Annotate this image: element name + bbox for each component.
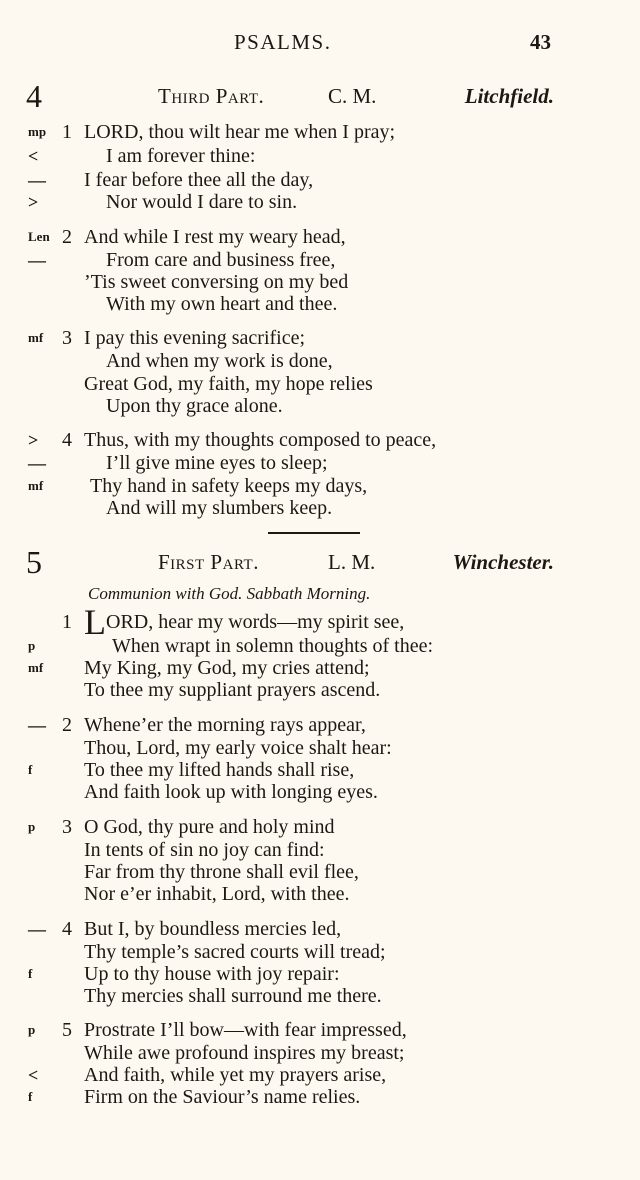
line-text: I am forever thine: bbox=[106, 145, 256, 167]
verse-line bbox=[0, 168, 640, 192]
line-text: ’Tis sweet conversing on my bed bbox=[84, 271, 349, 293]
verse-line bbox=[0, 496, 640, 520]
meter-label: L. M. bbox=[328, 550, 376, 574]
verse-line bbox=[0, 758, 640, 782]
verse-line bbox=[0, 678, 640, 702]
verse-number: 4 bbox=[62, 429, 72, 451]
line-text: Thus, with my thoughts composed to peace, bbox=[84, 429, 437, 451]
verse-number: 3 bbox=[62, 327, 72, 349]
line-text: Nor e’er inhabit, Lord, with thee. bbox=[84, 883, 350, 905]
dynamic-mark: — bbox=[28, 919, 46, 939]
verse-line bbox=[0, 225, 640, 249]
line-text: My King, my God, my cries attend; bbox=[84, 657, 370, 679]
dynamic-mark: — bbox=[28, 453, 46, 473]
dynamic-mark: f bbox=[28, 966, 33, 981]
dynamic-mark: p bbox=[28, 819, 36, 834]
verse-line bbox=[0, 736, 640, 760]
verse-number: 1 bbox=[62, 121, 72, 143]
verse-line bbox=[0, 270, 640, 294]
dynamic-mark: mf bbox=[28, 330, 44, 345]
verse-line bbox=[0, 815, 640, 839]
line-text: Upon thy grace alone. bbox=[106, 395, 283, 417]
line-text: From care and business free, bbox=[106, 249, 336, 271]
dynamic-mark: — bbox=[28, 715, 46, 735]
dynamic-mark: < bbox=[28, 146, 39, 166]
line-text: Thou, Lord, my early voice shalt hear: bbox=[84, 737, 392, 759]
line-text: When wrapt in solemn thoughts of thee: bbox=[112, 635, 434, 657]
verse-line bbox=[0, 940, 640, 964]
line-text: And faith look up with longing eyes. bbox=[84, 781, 378, 803]
verse-line bbox=[0, 860, 640, 884]
line-text: Prostrate I’ll bow—with fear impressed, bbox=[84, 1019, 407, 1041]
verse-line bbox=[0, 349, 640, 373]
verse-line bbox=[0, 190, 640, 214]
line-text: While awe profound inspires my breast; bbox=[84, 1042, 405, 1064]
verse-line bbox=[0, 248, 640, 272]
line-text: Thy temple’s sacred courts will tread; bbox=[84, 941, 386, 963]
dynamic-mark: mf bbox=[28, 478, 44, 493]
verse-line bbox=[0, 1018, 640, 1042]
line-text: But I, by boundless mercies led, bbox=[84, 918, 342, 940]
verse-number: 2 bbox=[62, 226, 72, 248]
line-text: And will my slumbers keep. bbox=[106, 497, 333, 519]
line-text: LORD, hear my words—my spirit see, bbox=[84, 602, 405, 642]
verse-line bbox=[0, 451, 640, 475]
line-text: To thee my lifted hands shall rise, bbox=[84, 759, 355, 781]
dynamic-mark: p bbox=[28, 1022, 36, 1037]
line-text: Far from thy throne shall evil flee, bbox=[84, 861, 359, 883]
dynamic-mark: Len bbox=[28, 229, 50, 244]
verse-line bbox=[0, 780, 640, 804]
line-text: O God, thy pure and holy mind bbox=[84, 816, 335, 838]
tune-name: Winchester. bbox=[452, 550, 554, 574]
verse-line bbox=[0, 1085, 640, 1109]
page-number: 43 bbox=[530, 30, 551, 54]
line-text: Nor would I dare to sin. bbox=[106, 191, 298, 213]
meter-label: C. M. bbox=[328, 84, 377, 108]
dynamic-mark: > bbox=[28, 430, 39, 450]
line-text: And when my work is done, bbox=[106, 350, 333, 372]
verse-line bbox=[0, 1041, 640, 1065]
verse-number: 3 bbox=[62, 816, 72, 838]
verse-line bbox=[0, 602, 640, 642]
line-text: To thee my suppliant prayers ascend. bbox=[84, 679, 381, 701]
running-title: PSALMS. bbox=[234, 30, 332, 54]
line-text: Whene’er the morning rays appear, bbox=[84, 714, 366, 736]
verse-line bbox=[0, 144, 640, 168]
line-text: And faith, while yet my prayers arise, bbox=[84, 1064, 387, 1086]
section-divider bbox=[268, 532, 360, 534]
dynamic-mark: — bbox=[28, 170, 46, 190]
dynamic-mark: mp bbox=[28, 124, 47, 139]
verse-number: 1 bbox=[62, 611, 72, 633]
verse-line bbox=[0, 882, 640, 906]
dynamic-mark: > bbox=[28, 192, 39, 212]
dynamic-mark: f bbox=[28, 762, 33, 777]
tune-name: Litchfield. bbox=[464, 84, 554, 108]
verse-line bbox=[0, 474, 640, 498]
verse-line bbox=[0, 838, 640, 862]
psalm-number: 4 bbox=[26, 78, 42, 114]
hymn-subtitle: Communion with God. Sabbath Morning. bbox=[88, 584, 371, 603]
verse-line bbox=[0, 962, 640, 986]
line-text: I’ll give mine eyes to sleep; bbox=[106, 452, 328, 474]
line-text: With my own heart and thee. bbox=[106, 293, 338, 315]
verse-line bbox=[0, 1063, 640, 1087]
part-label: Third Part. bbox=[158, 84, 265, 108]
dynamic-mark: — bbox=[28, 250, 46, 270]
verse-line bbox=[0, 372, 640, 396]
running-header bbox=[0, 30, 640, 62]
verse-line bbox=[0, 394, 640, 418]
line-text: I fear before thee all the day, bbox=[84, 169, 314, 191]
verse-line bbox=[0, 292, 640, 316]
line-text: Thy hand in safety keeps my days, bbox=[90, 475, 368, 497]
line-text: In tents of sin no joy can find: bbox=[84, 839, 325, 861]
verse-number: 2 bbox=[62, 714, 72, 736]
verse-line bbox=[0, 917, 640, 941]
line-text: Firm on the Saviour’s name relies. bbox=[84, 1086, 361, 1108]
part-label: First Part. bbox=[158, 550, 259, 574]
line-text: I pay this evening sacrifice; bbox=[84, 327, 306, 349]
psalm-5-heading bbox=[0, 544, 640, 582]
verse-line bbox=[0, 713, 640, 737]
verse-number: 4 bbox=[62, 918, 72, 940]
verse-line bbox=[0, 120, 640, 144]
psalm-number: 5 bbox=[26, 544, 42, 580]
verse-line bbox=[0, 984, 640, 1008]
dynamic-mark: p bbox=[28, 638, 36, 653]
psalm-4-heading bbox=[0, 78, 640, 116]
line-text: And while I rest my weary head, bbox=[84, 226, 346, 248]
line-text: Great God, my faith, my hope relies bbox=[84, 373, 373, 395]
dynamic-mark: mf bbox=[28, 660, 44, 675]
verse-line bbox=[0, 326, 640, 350]
dynamic-mark: f bbox=[28, 1089, 33, 1104]
verse-number: 5 bbox=[62, 1019, 72, 1041]
line-text: LORD, thou wilt hear me when I pray; bbox=[84, 121, 396, 143]
verse-line bbox=[0, 428, 640, 452]
line-text: Up to thy house with joy repair: bbox=[84, 963, 340, 985]
verse-line bbox=[0, 634, 640, 658]
drop-cap: L bbox=[84, 602, 106, 642]
verse-line bbox=[0, 656, 640, 680]
dynamic-mark: < bbox=[28, 1065, 39, 1085]
line-text: Thy mercies shall surround me there. bbox=[84, 985, 382, 1007]
